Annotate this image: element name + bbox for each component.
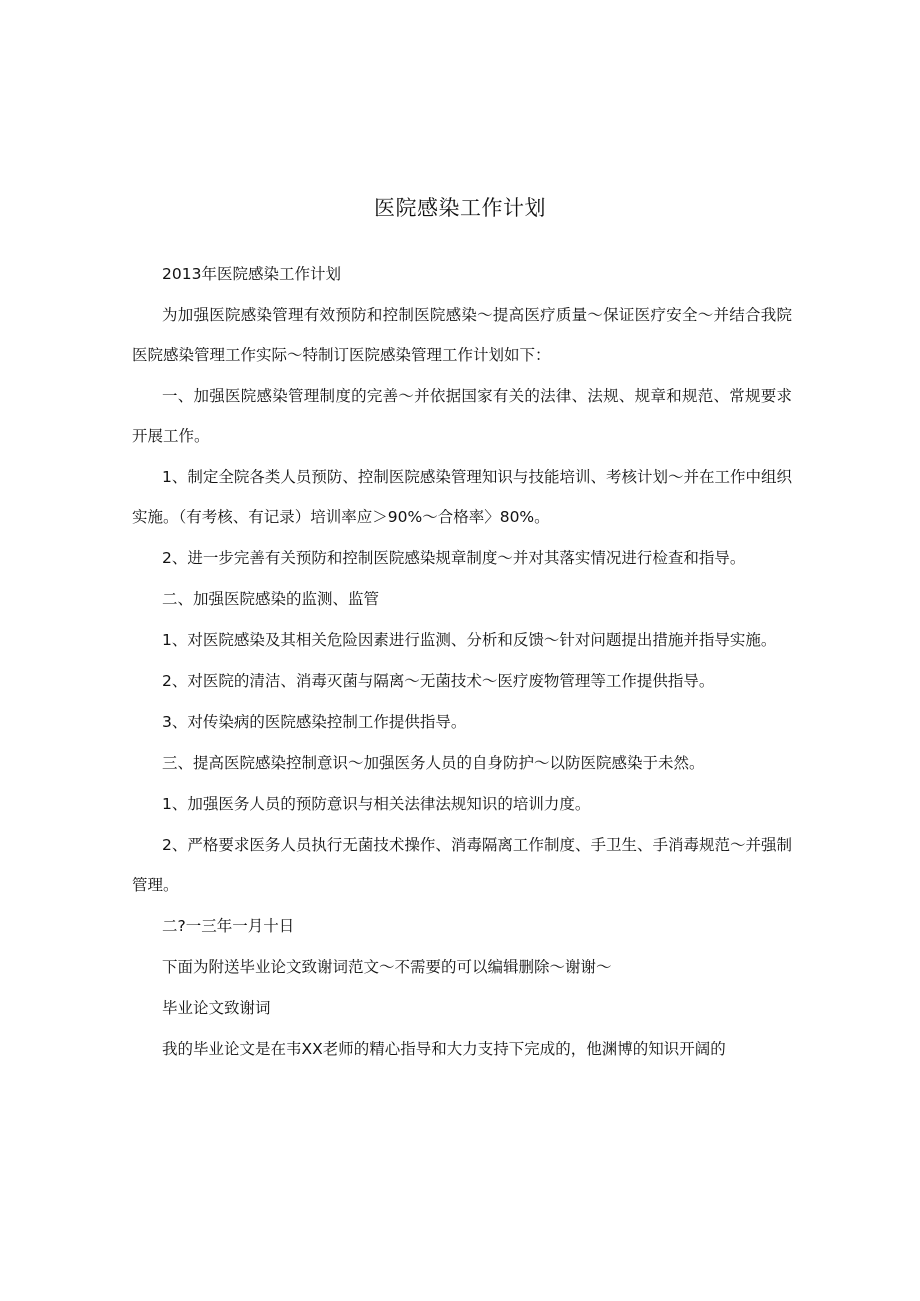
document-body xyxy=(132,254,792,1070)
paragraph: 1、制定全院各类人员预防、控制医院感染管理知识与技能培训、考核计划～并在工作中组织实施。（有考核、有记录）培训率应＞90%～合格率〉80%。 xyxy=(132,468,792,526)
paragraph: 1、加强医务人员的预防意识与相关法律法规知识的培训力度。 xyxy=(162,795,591,813)
paragraph: 2、对医院的清洁、消毒灭菌与隔离～无菌技术～医疗废物管理等工作提供指导。 xyxy=(162,672,715,690)
paragraph: 2、进一步完善有关预防和控制医院感染规章制度～并对其落实情况进行检查和指导。 xyxy=(162,549,746,567)
paragraph: 毕业论文致谢词 xyxy=(162,999,271,1017)
paragraph: 下面为附送毕业论文致谢词范文～不需要的可以编辑删除～谢谢～ xyxy=(162,958,612,976)
paragraph: 为加强医院感染管理有效预防和控制医院感染～提高医疗质量～保证医疗安全～并结合我院医院感染管理工作实际～特制订医院感染管理工作计划如下： xyxy=(132,306,792,364)
paragraph: 三、提高医院感染控制意识～加强医务人员的自身防护～以防医院感染于未然。 xyxy=(162,754,705,772)
paragraph: 2、严格要求医务人员执行无菌技术操作、消毒隔离工作制度、手卫生、手消毒规范～并强制管理。 xyxy=(132,836,792,894)
paragraph: 1、对医院感染及其相关危险因素进行监测、分析和反馈～针对问题提出措施并指导实施。 xyxy=(162,631,777,649)
paragraph: 一、加强医院感染管理制度的完善～并依据国家有关的法律、法规、规章和规范、常规要求开展工作。 xyxy=(132,387,792,445)
paragraph: 2013年医院感染工作计划 xyxy=(162,265,341,283)
document-title: 医院感染工作计划 xyxy=(374,196,546,220)
paragraph: 3、对传染病的医院感染控制工作提供指导。 xyxy=(162,713,467,731)
paragraph: 二?一三年一月十日 xyxy=(162,917,295,935)
paragraph: 我的毕业论文是在韦XX老师的精心指导和大力支持下完成的，他渊博的知识开阔的 xyxy=(162,1040,726,1058)
paragraph: 二、加强医院感染的监测、监管 xyxy=(162,590,380,608)
